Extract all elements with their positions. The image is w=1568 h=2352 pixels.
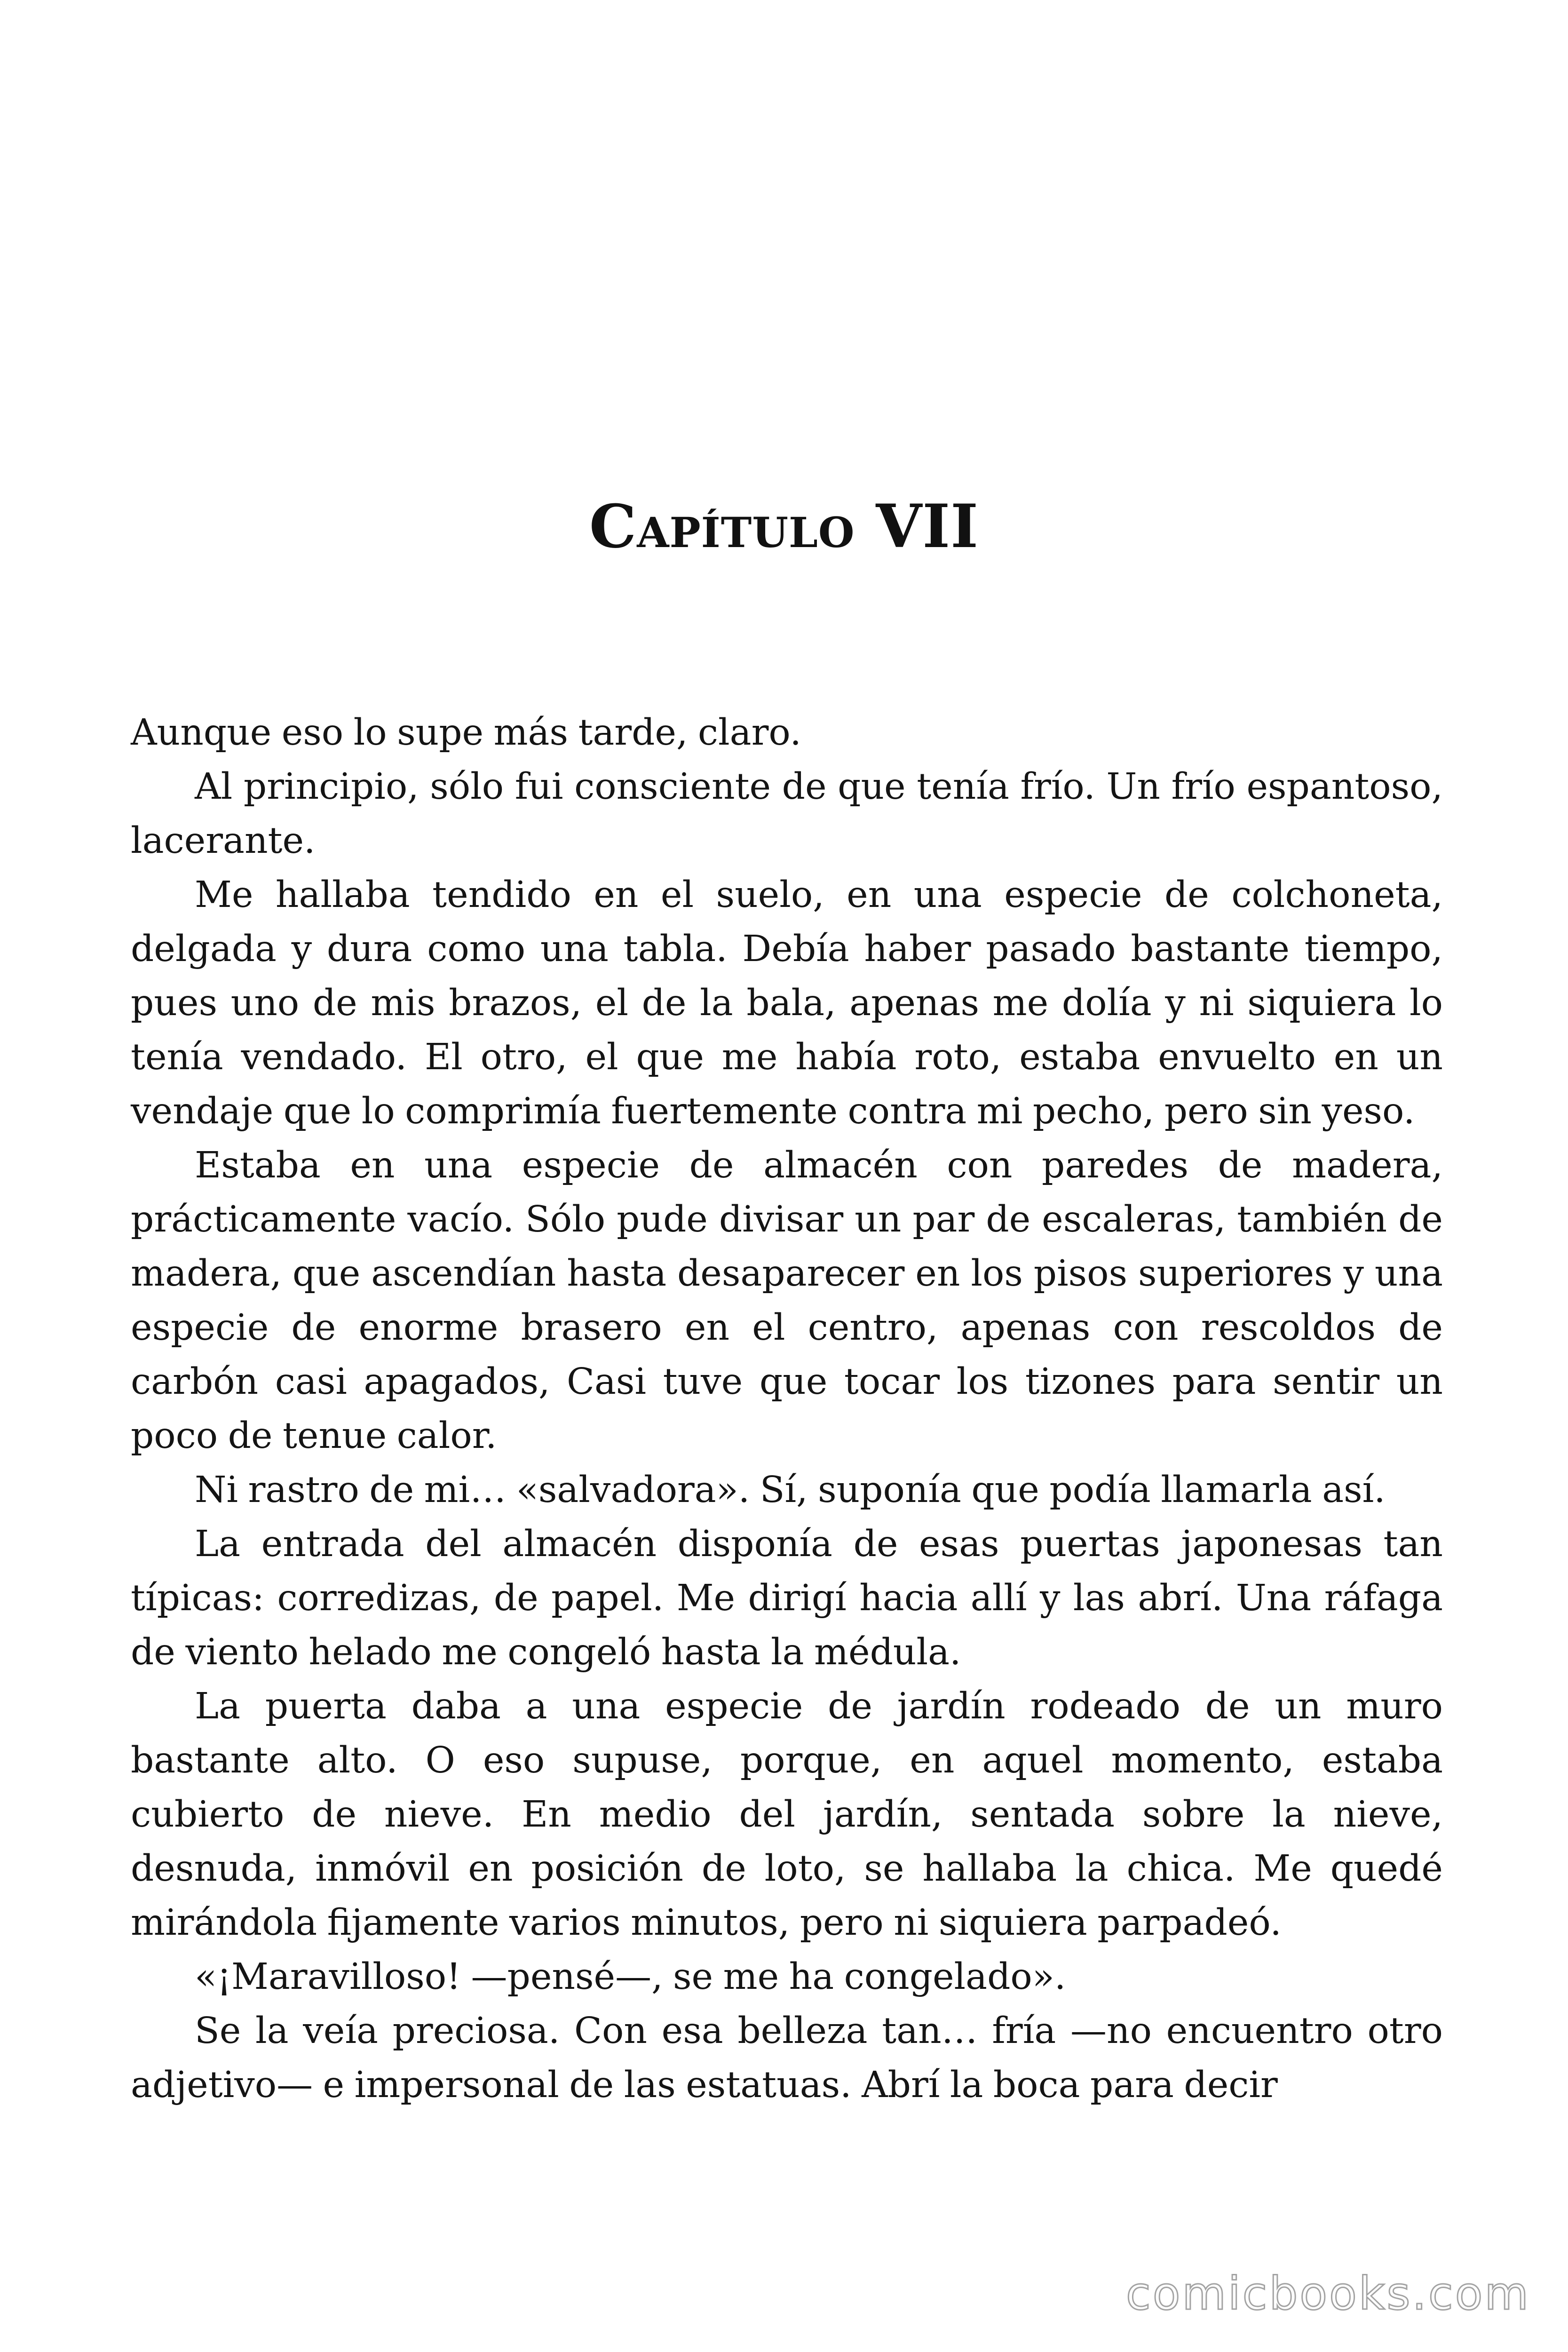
paragraph: Se la veía preciosa. Con esa belleza tan… fría —no encuentro otro adjetivo— e impersonal de las estatuas. Abrí la boca para decir — [131, 2010, 1443, 2106]
paragraph: Al principio, sólo fui consciente de que tenía frío. Un frío espantoso, lacerante. — [131, 766, 1443, 862]
chapter-title: Capítulo VII — [589, 492, 979, 562]
paragraph: Ni rastro de mi… «salvadora». Sí, suponía que podía llamarla así. — [195, 1469, 1386, 1511]
paragraph: «¡Maravilloso! —pensé—, se me ha congelado». — [195, 1956, 1066, 1998]
paragraph: La puerta daba a una especie de jardín rodeado de un muro bastante alto. O eso supuse, porque, en aquel momento, estaba cubierto de nieve. En medio del jardín, sentada sobre la nieve, desnuda, inmóvil en posición de loto, se hallaba la chica. Me quedé mirándola fijamente varios minutos, pero ni siquiera parpadeó. — [131, 1685, 1443, 1944]
paragraph: Estaba en una especie de almacén con paredes de madera, prácticamente vacío. Sólo pude divisar un par de escaleras, también de madera, que ascendían hasta desaparecer en los pisos superiores y una especie de enorme brasero en el centro, apenas con rescoldos de carbón casi apagados, Casi tuve que tocar los tizones para sentir un poco de tenue calor. — [131, 1144, 1443, 1457]
paragraph: Aunque eso lo supe más tarde, claro. — [131, 712, 801, 754]
paragraph: La entrada del almacén disponía de esas puertas japonesas tan típicas: corredizas, de papel. Me dirigí hacia allí y las abrí. Una ráfaga de viento helado me congeló hasta la médula. — [131, 1523, 1443, 1673]
paragraph: Me hallaba tendido en el suelo, en una especie de colchoneta, delgada y dura como una tabla. Debía haber pasado bastante tiempo, pues uno de mis brazos, el de la bala, apenas me dolía y ni siquiera lo tenía vendado. El otro, el que me había roto, estaba envuelto en un vendaje que lo comprimía fuertemente contra mi pecho, pero sin yeso. — [131, 874, 1443, 1132]
chapter-body — [131, 706, 1443, 2112]
watermark-logo: comicbooks.com — [1125, 2267, 1530, 2320]
